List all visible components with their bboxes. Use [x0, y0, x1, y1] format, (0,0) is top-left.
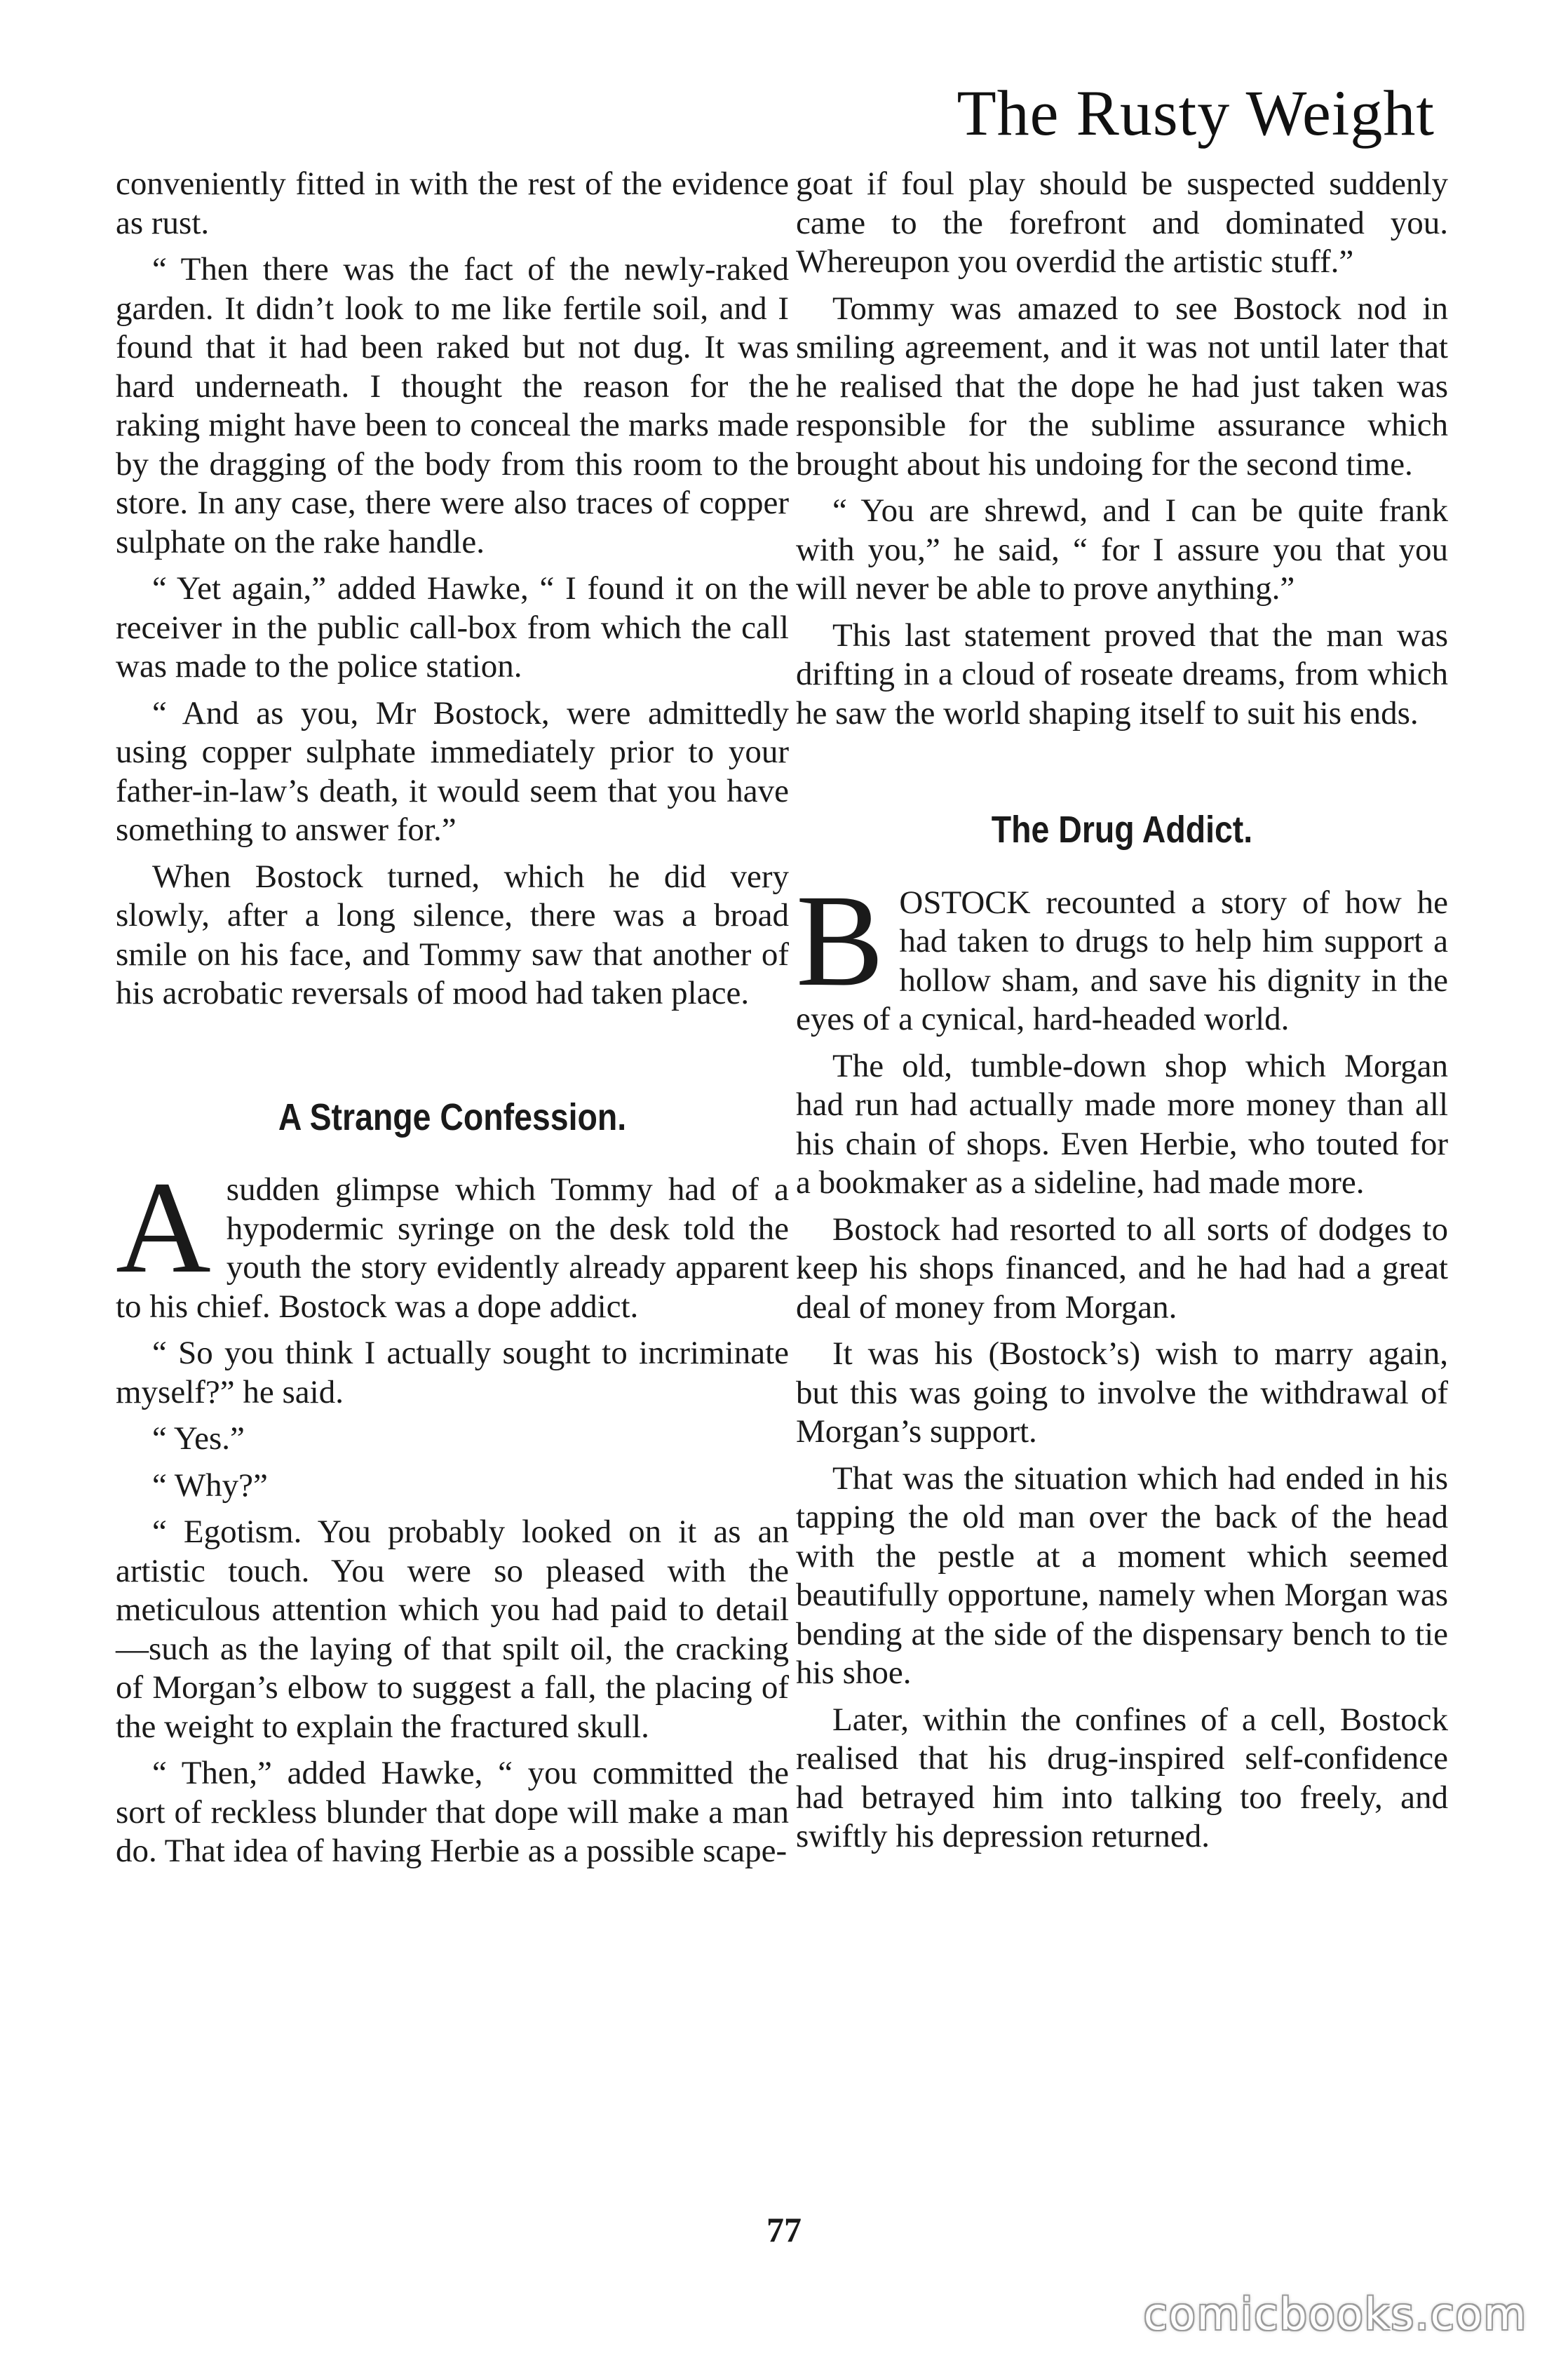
paragraph: When Bostock turned, which he did very slowly, after a long silence, there was a broad smile on his face, and Tommy saw that another of his acrobatic reversals of mood had taken place. — [116, 858, 789, 1011]
paragraph: Bostock had resorted to all sorts of dodges to keep his shops financed, and he had had a great deal of money from Morgan. — [796, 1211, 1448, 1326]
paragraph: This last statement proved that the man was drifting in a cloud of roseate dreams, from which he saw the world shaping itself to suit his ends. — [796, 616, 1448, 732]
paragraph: Tommy was amazed to see Bostock nod in smiling agreement, and it was not until later that he realised that the dope he had just taken was responsible for the sublime assurance which brought about his undoing for the second time. — [796, 290, 1448, 483]
paragraph — [116, 1154, 789, 1326]
paragraph: “ Why?” — [152, 1467, 268, 1504]
paragraph: “ Then,” added Hawke, “ you committed the sort of reckless blunder that dope will make a man do. That idea of having Herbie as a possible scape- — [116, 1755, 789, 1869]
paragraph: “ Yet again,” added Hawke, “ I found it on the receiver in the public call-box from which the call was made to the police station. — [116, 570, 789, 685]
paragraph-text: OSTOCK recounted a story of how he had taken to drugs to help him support a hollow sham, and save his dignity in the eyes of a cynical, hard-headed world. — [796, 884, 1448, 1037]
paragraph: The old, tumble-down shop which Morgan had run had actually made more money than all his chain of shops. Even Herbie, who touted for a bookmaker as a sideline, had made more. — [796, 1047, 1448, 1201]
paragraph: It was his (Bostock’s) wish to marry again, but this was going to involve the withdrawal of Morgan’s support. — [796, 1335, 1448, 1450]
section-heading: A Strange Confession. — [278, 1096, 627, 1138]
right-column — [796, 165, 1448, 1864]
paragraph: “ Yes.” — [152, 1420, 245, 1457]
paragraph: “ Egotism. You probably looked on it as an artistic touch. You were so pleased with the meticulous attention which you had paid to detail—such as the laying of that spilt oil, the cracking of Morgan’s elbow to suggest a fall, the placing of the weight to explain the fractured skull. — [116, 1514, 789, 1745]
paragraph-text: sudden glimpse which Tommy had of a hypodermic syringe on the desk told the youth the story evidently already apparent to his chief. Bostock was a dope addict. — [116, 1171, 789, 1325]
paragraph: goat if foul play should be suspected suddenly came to the forefront and dominated you. Whereupon you overdid the artistic stuff.” — [796, 166, 1448, 280]
drop-cap: A — [116, 1154, 211, 1300]
paragraph: “ You are shrewd, and I can be quite frank with you,” he said, “ for I assure you that you will never be able to prove anything.” — [796, 492, 1448, 607]
left-column — [116, 165, 789, 1879]
paragraph: Later, within the confines of a cell, Bostock realised that his drug-inspired self-confidence had betrayed him into talking too freely, and swiftly his depression returned. — [796, 1701, 1448, 1854]
watermark: comicbooks.com — [1143, 2289, 1527, 2340]
spacer — [796, 850, 1448, 884]
spacer — [116, 1021, 789, 1098]
page-number: 77 — [766, 2210, 802, 2249]
paragraph: “ Then there was the fact of the newly-raked garden. It didn’t look to me like fertile soil, and I found that it had been raked but not dug. It was hard underneath. I thought the reason for the raking might have been to conceal the marks made by the dragging of the body from this room to the store. In any case, there were also traces of copper sulphate on the rake handle. — [116, 251, 789, 560]
paragraph: That was the situation which had ended in his tapping the old man over the back of the head with the pestle at a moment which seemed beautifully opportune, namely when Morgan was bending at the side of the dispensary bench to tie his shoe. — [796, 1460, 1448, 1691]
spacer — [796, 741, 1448, 811]
spacer — [116, 1137, 789, 1171]
paragraph — [796, 866, 1448, 1039]
paragraph: “ So you think I actually sought to incriminate myself?” he said. — [116, 1335, 789, 1410]
paragraph: “ And as you, Mr Bostock, were admittedly using copper sulphate immediately prior to your father-in-law’s death, it would seem that you have something to answer for.” — [116, 694, 789, 848]
running-title: The Rusty Weight — [957, 77, 1435, 149]
paragraph: conveniently fitted in with the rest of the evidence as rust. — [116, 166, 789, 241]
section-heading: The Drug Addict. — [991, 809, 1253, 851]
drop-cap: B — [796, 866, 884, 1013]
